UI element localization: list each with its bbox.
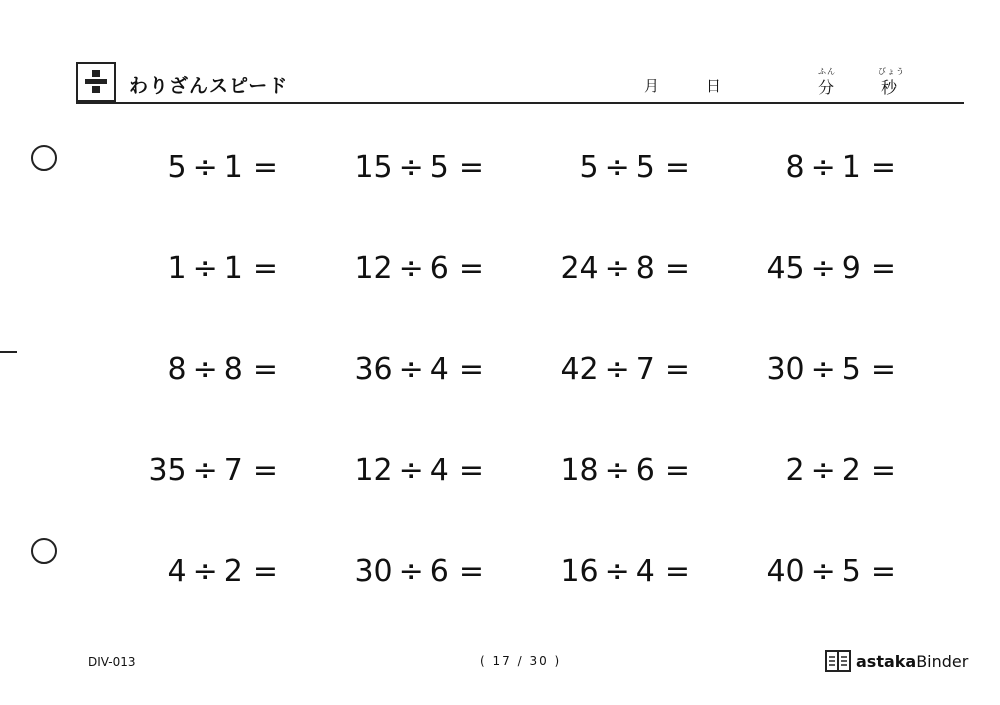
divide-sign: ÷ [398,554,424,589]
divisor: 4 [635,554,655,589]
minutes-ruby: ふん [818,67,836,76]
problem-3 [490,148,690,188]
problem-17 [78,552,278,592]
worksheet-code: DIV-013 [88,655,136,669]
divisor: 2 [223,554,243,589]
dividend: 42 [560,352,599,387]
divisor: 5 [841,352,861,387]
brand-logo [825,649,968,673]
dividend: 35 [148,453,187,488]
dividend: 5 [167,150,187,185]
divisor: 1 [223,150,243,185]
dividend: 4 [167,554,187,589]
equals-sign: = [664,352,690,387]
page-title: わりざんスピード [129,75,289,97]
dividend: 24 [560,251,599,286]
equals-sign: = [458,251,484,286]
problem-20 [696,552,896,592]
problem-7 [490,249,690,289]
day-label: 日 [706,77,722,95]
divide-sign: ÷ [192,251,218,286]
equals-sign: = [870,554,896,589]
divide-sign: ÷ [192,554,218,589]
dividend: 30 [766,352,805,387]
minutes-label: 分 [818,78,835,97]
divide-sign: ÷ [398,453,424,488]
problem-6 [284,249,484,289]
equals-sign: = [252,453,278,488]
dividend: 18 [560,453,599,488]
problem-16 [696,451,896,491]
divide-sign: ÷ [398,352,424,387]
problem-11 [490,350,690,390]
divide-sign: ÷ [604,150,630,185]
binder-book-icon [825,650,851,672]
divisor: 1 [223,251,243,286]
dividend: 2 [785,453,805,488]
divide-sign: ÷ [810,150,836,185]
problem-14 [284,451,484,491]
equals-sign: = [664,453,690,488]
divisor: 8 [223,352,243,387]
equals-sign: = [252,352,278,387]
problem-13 [78,451,278,491]
problem-1 [78,148,278,188]
divide-sign: ÷ [604,352,630,387]
divide-sign: ÷ [604,251,630,286]
dividend: 30 [354,554,393,589]
divisor: 6 [429,251,449,286]
problem-2 [284,148,484,188]
divide-sign: ÷ [192,150,218,185]
dividend: 40 [766,554,805,589]
dividend: 5 [579,150,599,185]
seconds-ruby: びょう [878,67,905,76]
problem-12 [696,350,896,390]
equals-sign: = [458,453,484,488]
month-label: 月 [644,77,660,95]
divisor: 6 [429,554,449,589]
seconds-label: 秒 [881,78,898,97]
equals-sign: = [870,453,896,488]
problem-5 [78,249,278,289]
equals-sign: = [664,251,690,286]
problem-15 [490,451,690,491]
equals-sign: = [870,352,896,387]
divide-sign: ÷ [192,453,218,488]
divide-sign: ÷ [810,251,836,286]
dividend: 45 [766,251,805,286]
divide-sign: ÷ [192,352,218,387]
dividend: 15 [354,150,393,185]
divisor: 5 [635,150,655,185]
dividend: 12 [354,251,393,286]
divisor: 4 [429,453,449,488]
divisor: 6 [635,453,655,488]
equals-sign: = [664,554,690,589]
dividend: 8 [167,352,187,387]
page-number: ( 17 / 30 ) [480,654,562,668]
problem-19 [490,552,690,592]
dividend: 8 [785,150,805,185]
problem-18 [284,552,484,592]
dividend: 1 [167,251,187,286]
problem-8 [696,249,896,289]
equals-sign: = [458,352,484,387]
divisor: 5 [841,554,861,589]
problem-10 [284,350,484,390]
equals-sign: = [458,150,484,185]
divisor: 8 [635,251,655,286]
divisor: 1 [841,150,861,185]
dividend: 16 [560,554,599,589]
problem-9 [78,350,278,390]
brand-name-bold: astaka [856,651,917,671]
brand-name-regular: Binder [916,651,969,671]
divisor: 5 [429,150,449,185]
divisor: 7 [635,352,655,387]
divisor: 4 [429,352,449,387]
divide-sign: ÷ [398,150,424,185]
divide-sign: ÷ [604,453,630,488]
problem-4 [696,148,896,188]
divisor: 7 [223,453,243,488]
equals-sign: = [664,150,690,185]
divisor: 9 [841,251,861,286]
equals-sign: = [252,150,278,185]
divide-sign: ÷ [398,251,424,286]
equals-sign: = [870,251,896,286]
divide-sign: ÷ [810,554,836,589]
equals-sign: = [252,554,278,589]
equals-sign: = [870,150,896,185]
dividend: 36 [354,352,393,387]
divide-sign: ÷ [810,453,836,488]
divisor: 2 [841,453,861,488]
dividend: 12 [354,453,393,488]
divide-sign: ÷ [810,352,836,387]
equals-sign: = [252,251,278,286]
divide-sign: ÷ [604,554,630,589]
equals-sign: = [458,554,484,589]
